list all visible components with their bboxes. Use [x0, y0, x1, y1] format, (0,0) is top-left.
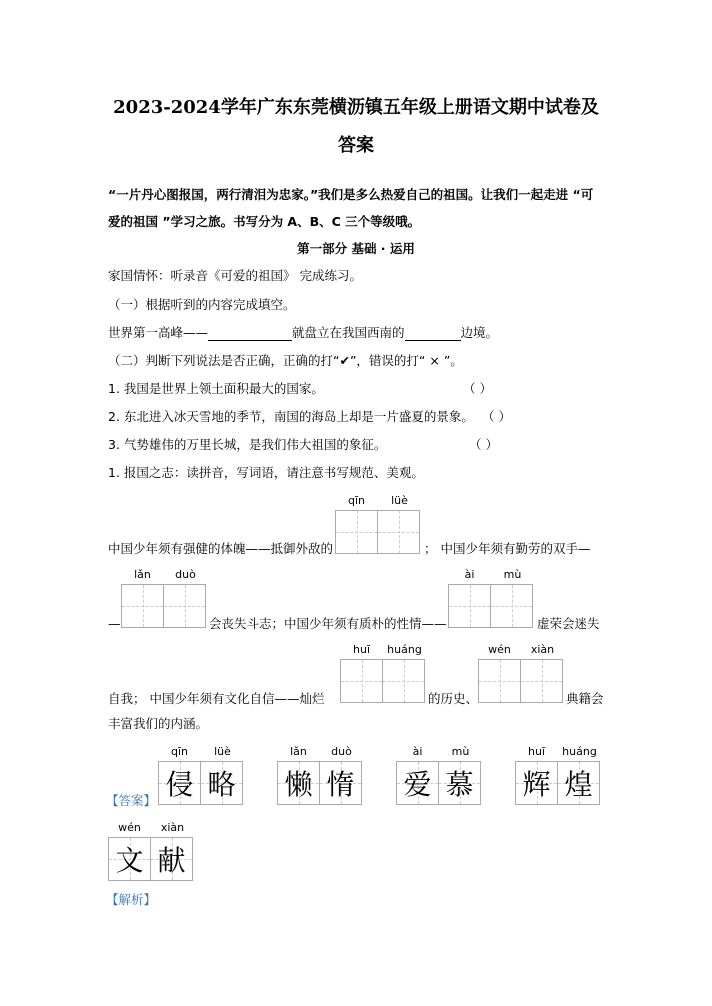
blank-1[interactable] — [208, 327, 292, 341]
blank-2[interactable] — [405, 327, 461, 341]
judge-item-2: 2. 东北进入冰天雪地的季节，南国的海岛上却是一片盛夏的景象。 — [108, 409, 474, 424]
pinyin-label: lǎn — [290, 745, 307, 758]
pinyin-label: huáng — [562, 745, 597, 758]
writing-cell[interactable] — [121, 584, 164, 628]
pinyin-label: lüè — [391, 494, 408, 507]
writing-cell — [150, 837, 193, 881]
part1-label: （一）根据听到的内容完成填空。 — [108, 297, 296, 312]
pinyin-label: wén — [488, 643, 511, 656]
answer-char: 慕 — [445, 768, 474, 801]
doc-title-line2: 答案 — [338, 135, 374, 156]
writing-cell — [319, 761, 362, 805]
judge-paren-3[interactable]: （ ） — [469, 437, 498, 452]
q1-seg5: 虚荣会迷失 — [537, 616, 600, 631]
writing-cell[interactable] — [163, 584, 206, 628]
pinyin-label: mù — [503, 568, 522, 581]
q1-seg3: — — [108, 616, 121, 631]
writing-cell — [438, 761, 481, 805]
intro-line1: “一片丹心图报国，两行清泪为忠家。”我们是多么热爱自己的祖国。让我们一起走进 “可 — [108, 187, 594, 202]
writing-cell[interactable] — [377, 510, 420, 554]
analysis-label: 【解析】 — [106, 892, 157, 907]
q1-seg2: ； 中国少年须有勤劳的双手— — [424, 541, 591, 556]
pinyin-label: xiàn — [530, 643, 555, 656]
part2-label: （二）判断下列说法是否正确，正确的打“✔”，错误的打“ × ”。 — [108, 353, 463, 368]
answer-char: 懒 — [284, 768, 313, 801]
part1-text-b: 就盘立在我国西南的 — [292, 325, 405, 340]
writing-cell — [108, 837, 151, 881]
pinyin-label: huáng — [387, 643, 422, 656]
q1-seg7: 的历史、 — [428, 691, 479, 706]
q1-seg4: 会丧失斗志；中国少年须有质朴的性情—— — [209, 616, 447, 631]
answer-char: 惰 — [326, 768, 355, 801]
judge-item-1: 1. 我国是世界上领土面积最大的国家。 — [108, 381, 324, 396]
intro-line2: 爱的祖国 ”学习之旅。书写分为 A、B、C 三个等级哦。 — [108, 214, 421, 229]
judge-item-3: 3. 气势雄伟的万里长城，是我们伟大祖国的象征。 — [108, 437, 387, 452]
part1-fill — [108, 325, 498, 341]
writing-cell — [557, 761, 600, 805]
doc-title-line1: 2023-2024学年广东东莞横沥镇五年级上册语文期中试卷及 — [113, 97, 599, 118]
pinyin-label: xiàn — [160, 821, 185, 834]
answer-char: 爱 — [403, 768, 432, 801]
answer-char: 侵 — [165, 768, 194, 801]
pinyin-label: qīn — [170, 745, 188, 758]
writing-cell — [396, 761, 439, 805]
pinyin-label: duò — [331, 745, 352, 758]
q1-seg8: 典籍会 — [566, 691, 604, 706]
pinyin-label: lǎn — [134, 568, 151, 581]
writing-cell[interactable] — [382, 659, 425, 703]
pinyin-label: ài — [412, 745, 423, 758]
part1-text-c: 边境。 — [460, 325, 499, 340]
writing-cell — [158, 761, 201, 805]
pinyin-label: ài — [464, 568, 475, 581]
section-heading: 第一部分 基础 · 运用 — [297, 241, 415, 256]
q1-seg9: 丰富我们的内涵。 — [108, 716, 209, 731]
q1-seg1: 中国少年须有强健的体魄——抵御外敌的 — [108, 541, 334, 556]
pinyin-label: qīn — [347, 494, 365, 507]
pinyin-label: huī — [353, 643, 370, 656]
answer-char: 辉 — [522, 768, 551, 801]
pinyin-label: lüè — [214, 745, 231, 758]
judge-paren-2[interactable]: （ ） — [482, 409, 511, 424]
answer-char: 略 — [207, 768, 236, 801]
pinyin-label: mù — [451, 745, 470, 758]
pinyin-label: duò — [175, 568, 196, 581]
writing-cell[interactable] — [520, 659, 563, 703]
judge-paren-1[interactable]: （ ） — [463, 381, 492, 396]
q1-seg6: 自我； 中国少年须有文化自信——灿烂 — [108, 691, 325, 706]
writing-cell — [515, 761, 558, 805]
question-intro: 家国情怀：听录音《可爱的祖国》 完成练习。 — [108, 268, 362, 283]
q1-label: 1. 报国之志：读拼音，写词语，请注意书写规范、美观。 — [108, 465, 424, 480]
answer-char: 文 — [115, 844, 144, 877]
writing-cell — [200, 761, 243, 805]
writing-cell[interactable] — [490, 584, 533, 628]
pinyin-label: huī — [528, 745, 545, 758]
writing-cell — [277, 761, 320, 805]
pinyin-label: wén — [118, 821, 141, 834]
answer-char: 献 — [157, 844, 186, 877]
answer-char: 煌 — [564, 768, 593, 801]
writing-cell[interactable] — [340, 659, 383, 703]
writing-cell[interactable] — [478, 659, 521, 703]
writing-cell[interactable] — [448, 584, 491, 628]
answer-label: 【答案】 — [106, 793, 157, 808]
part1-text-a: 世界第一高峰—— — [108, 325, 209, 340]
writing-cell[interactable] — [335, 510, 378, 554]
